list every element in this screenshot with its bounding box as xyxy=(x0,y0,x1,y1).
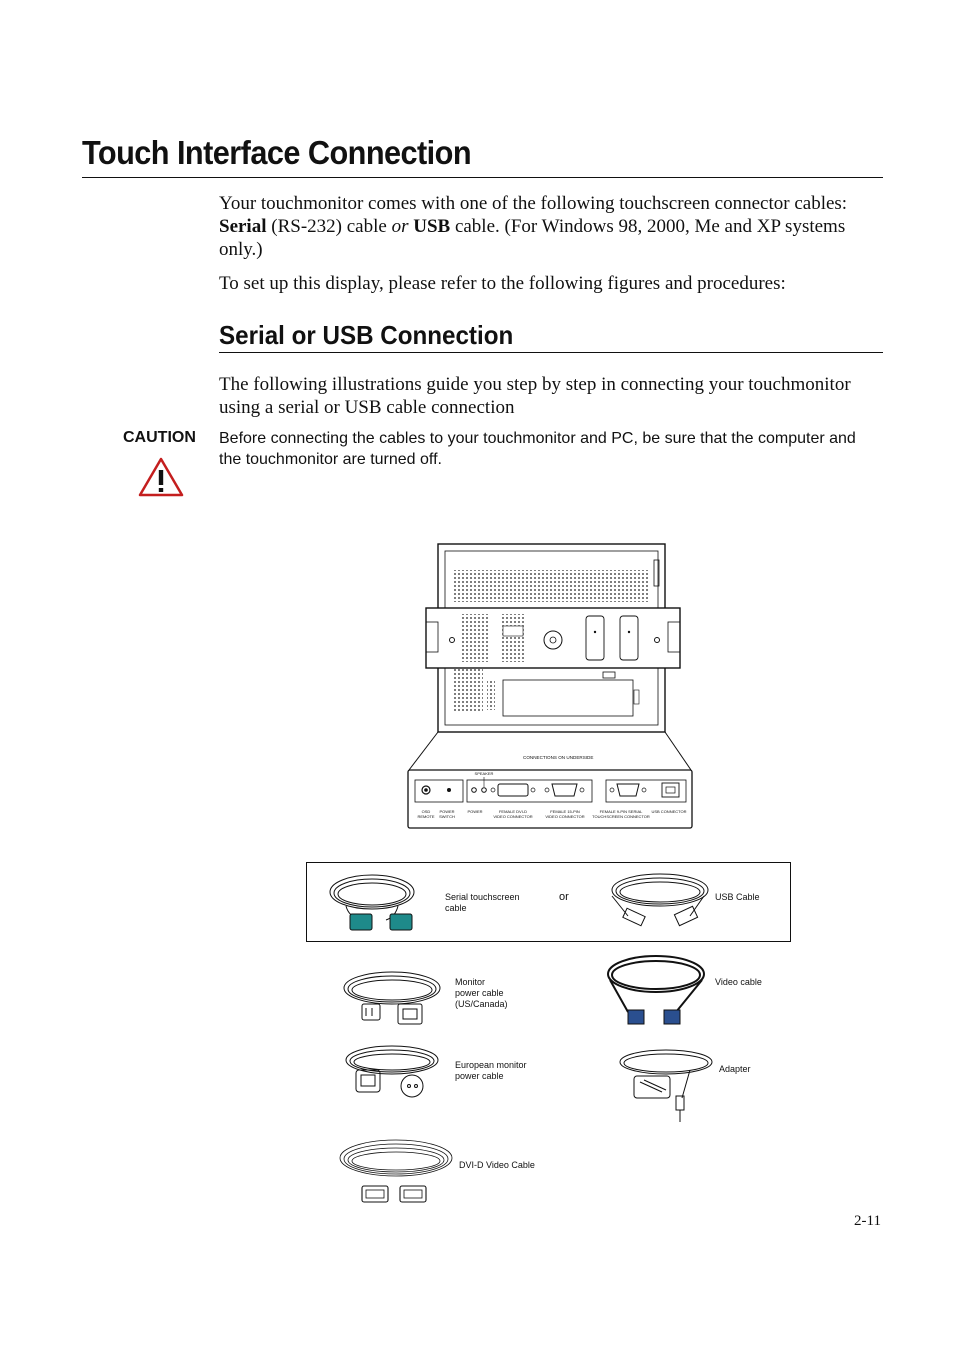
intro-text-a: Your touchmonitor comes with one of the following touchscreen connector cables: xyxy=(219,193,848,214)
caution-label: CAUTION xyxy=(123,429,196,446)
euro-power-cable-label xyxy=(455,1060,527,1082)
osd-label-line1: OSD xyxy=(421,809,431,814)
dvi-label-line1: FEMALE DVI-D xyxy=(498,809,528,814)
usb-emphasis: USB xyxy=(413,216,451,237)
connector-panel xyxy=(408,770,692,828)
serial-cable-illustration xyxy=(330,875,414,920)
monitor-power-line3: (US/Canada) xyxy=(455,999,508,1009)
adapter-illustration xyxy=(620,1050,712,1122)
speaker-label: SPEAKER xyxy=(474,771,494,776)
adapter-label: Adapter xyxy=(719,1064,751,1074)
vga-label-line1: FEMALE 15-PIN xyxy=(550,809,580,814)
intro-text-b: (RS-232) cable xyxy=(266,216,392,237)
serial-emphasis: Serial xyxy=(219,216,267,237)
or-label: or xyxy=(559,891,569,903)
vesa-mounting-bracket xyxy=(426,608,680,668)
serial-label-line2: TOUCHSCREEN CONNECTOR xyxy=(592,814,650,819)
connections-heading: CONNECTIONS ON UNDERSIDE xyxy=(523,755,594,760)
euro-power-cable-illustration xyxy=(346,1046,438,1097)
power-switch-label-line1: POWER xyxy=(439,809,455,814)
cables-diagram xyxy=(306,862,792,1212)
title-divider xyxy=(82,177,883,178)
monitor-power-line2: power cable xyxy=(455,988,504,998)
section-divider xyxy=(219,352,883,353)
warning-triangle-icon xyxy=(138,457,184,497)
monitor-power-line1: Monitor xyxy=(455,977,486,987)
page-title: Touch Interface Connection xyxy=(82,134,472,171)
video-cable-illustration xyxy=(608,956,704,1012)
setup-paragraph: To set up this display, please refer to the following figures and procedures: xyxy=(219,273,786,294)
callout-lines xyxy=(409,732,691,770)
dvi-cable-label: DVI-D Video Cable xyxy=(459,1160,535,1170)
video-cable-label: Video cable xyxy=(715,977,762,987)
caution-text: Before connecting the cables to your touchmonitor and PC, be sure that the computer and the touchmonitor are turned off. xyxy=(219,430,856,468)
power-label: POWER xyxy=(467,809,483,814)
usb-cable-illustration xyxy=(612,874,708,926)
monitor-power-cable-label xyxy=(455,977,508,1010)
euro-power-line2: power cable xyxy=(455,1071,504,1081)
monitor-rear-diagram xyxy=(405,540,695,832)
video-connector-right xyxy=(664,1010,680,1024)
intro-text-c: cable. (For Windows 98, 2000, Me and XP systems only.) xyxy=(219,216,846,260)
serial-cable-label: Serial touchscreen cable xyxy=(445,892,520,913)
section-title: Serial or USB Connection xyxy=(219,320,514,350)
usb-cable-label: USB Cable xyxy=(715,892,760,902)
intro-paragraph xyxy=(219,192,883,261)
serial-connector-right xyxy=(390,914,412,930)
video-connector-left xyxy=(628,1010,644,1024)
dvi-cable-illustration xyxy=(340,1140,452,1202)
dvi-label-line2: VIDEO CONNECTOR xyxy=(493,814,533,819)
guide-paragraph: The following illustrations guide you step by step in connecting your touchmonitor using a serial or USB cable connection xyxy=(219,374,851,418)
or-emphasis: or xyxy=(391,216,409,237)
monitor-power-cable-illustration xyxy=(344,972,440,1024)
usb-label: USB CONNECTOR xyxy=(651,809,687,814)
serial-label-line1: FEMALE 9-PIN SERIAL xyxy=(599,809,643,814)
page-number: 2-11 xyxy=(854,1213,881,1229)
euro-power-line1: European monitor xyxy=(455,1060,527,1070)
vga-label-line2: VIDEO CONNECTOR xyxy=(545,814,585,819)
power-switch-label-line2: SWITCH xyxy=(439,814,455,819)
osd-label-line2: REMOTE xyxy=(417,814,435,819)
serial-connector-left xyxy=(350,914,372,930)
